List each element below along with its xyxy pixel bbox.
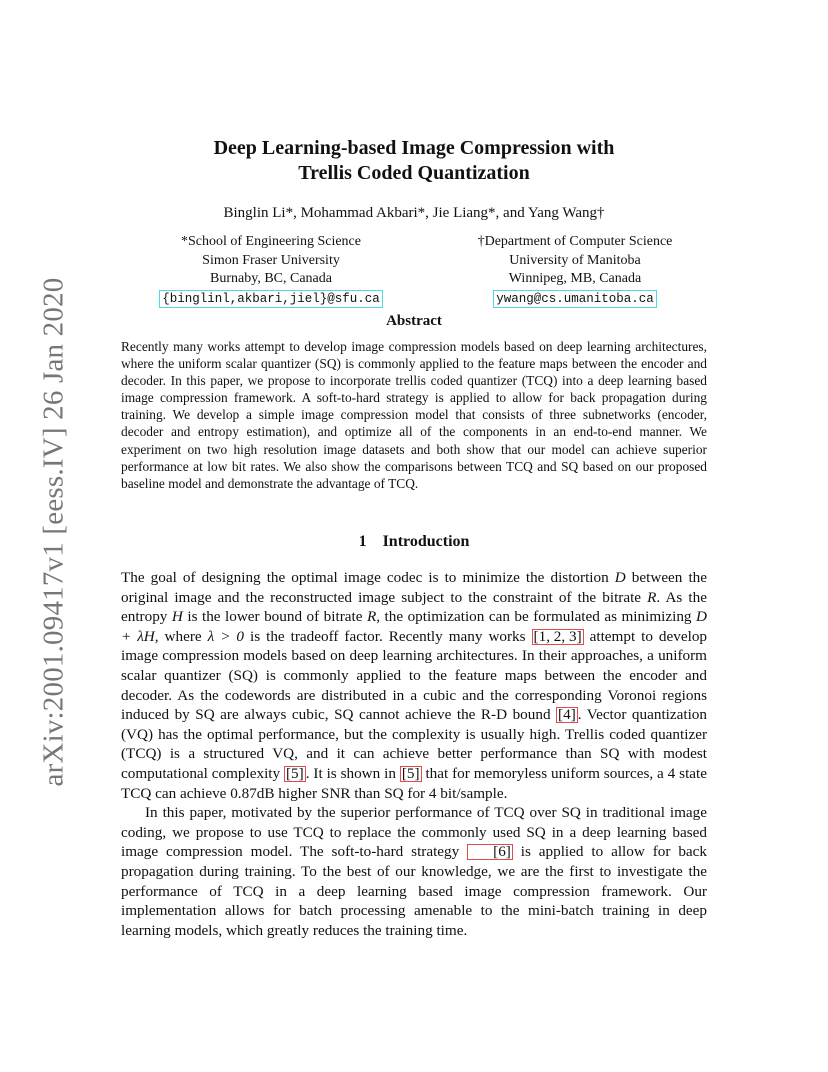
math-symbol: R [366,608,377,626]
title-line-1: Deep Learning-based Image Compression with [213,137,615,159]
intro-paragraph-1: The goal of designing the optimal image codec is to minimize the distortion D between the original image and the reconstructed image subject to the constraint of the bitrate R. As the entropy H is the lower bound of bitrate R, the optimization can be formulated as minimizing D + λH, where λ > 0 is the tradeoff factor. Recently many works [1, 2, 3] attempt to develop image compression models based on deep learning architectures. In their approaches, a uniform scalar quantizer (SQ) is commonly applied to the feature maps between the encoder and decoder. As the codewords are distributed in a cubic and the corresponding Voronoi regions induced by SQ are always cubic, SQ cannot achieve the R-D bound [4] . Vector quantization (VQ) has the optimal performance, but the complexity is usually high. Trellis coded quantizer (TCQ) is a structured VQ, and it can achieve better performance than SQ with modest computational complexity [5] . It is shown in [5] that for memoryless uniform sources, a 4 state TCQ can achieve 0.87dB higher SNR than SQ for 4 bit/sample. [121,569,708,802]
math-symbol: R [647,588,657,606]
affiliation-sfu [156,233,386,308]
abstract-text: Recently many works attempt to develop image compression models based on deep learning architectures, where the uniform scalar quantizer (SQ) is commonly applied to the feature maps between the encoder and decoder. In this paper, we propose to incorporate trellis coded quantizer (TCQ) into a deep learning based image compression framework. A soft-to-hard strategy is applied to allow for back propagation during training. We develop a simple image compression model that consists of three subnetworks (encoder, decoder and entropy estimation), and optimize all of the components in an end-to-end manner. We experiment on two high resolution image datasets and both show that our model can achieve superior performance at low bit rates. We also show the comparisons between TCQ and SQ based on our proposed baseline model and demonstrate the advantage of TCQ. [121,339,707,491]
affiliation-department: *School of Engineering Science [180,234,361,249]
email-link-manitoba[interactable]: ywang@cs.umanitoba.ca [493,290,657,308]
affiliation-location: Winnipeg, MB, Canada [508,271,642,286]
introduction-body [121,568,707,940]
citation-link[interactable]: [5] [401,764,420,782]
section-heading-introduction [0,533,828,551]
title-line-2: Trellis Coded Quantization [298,162,530,184]
paper-title [0,136,828,186]
math-symbol: D [614,569,626,586]
citation-link[interactable]: [4] [558,706,576,724]
citation-link[interactable]: [1, 2, 3] [533,627,582,645]
section-number: 1 [358,533,367,550]
abstract-heading: Abstract [386,313,442,329]
math-formula: D + λH [121,608,707,645]
math-formula: λ > 0 [207,627,245,645]
citation-link[interactable]: [6] [467,844,513,860]
intro-paragraph-2: In this paper, motivated by the superior performance of TCQ over SQ in traditional image coding, we propose to use TCQ to replace the commonly used SQ in a deep learning based image compression model. The soft-to-hard strategy [6] is applied to allow for back propagation during training. To the best of our knowledge, we are the first to investigate the performance of TCQ in a deep learning based image compression framework. Our implementation allows for batch processing amenable to the mini-batch training in deep learning models, which greatly reduces the training time. [121,804,708,939]
affiliation-department: †Department of Computer Science [477,234,673,249]
affiliation-location: Burnaby, BC, Canada [210,271,332,286]
citation-link[interactable]: [5] [286,764,304,782]
arxiv-side-stamp: arXiv:2001.09417v1 [eess.IV] 26 Jan 2020 [37,277,70,787]
math-symbol: H [171,608,183,626]
affiliation-university: Simon Fraser University [202,252,340,268]
email-link-sfu[interactable]: {binglinl,akbari,jiel}@sfu.ca [159,290,383,308]
author-list: Binglin Li*, Mohammad Akbari*, Jie Liang*, and Yang Wang† [223,205,605,221]
affiliation-manitoba [460,233,690,308]
section-title: Introduction [382,533,470,550]
affiliation-university: University of Manitoba [509,252,641,268]
